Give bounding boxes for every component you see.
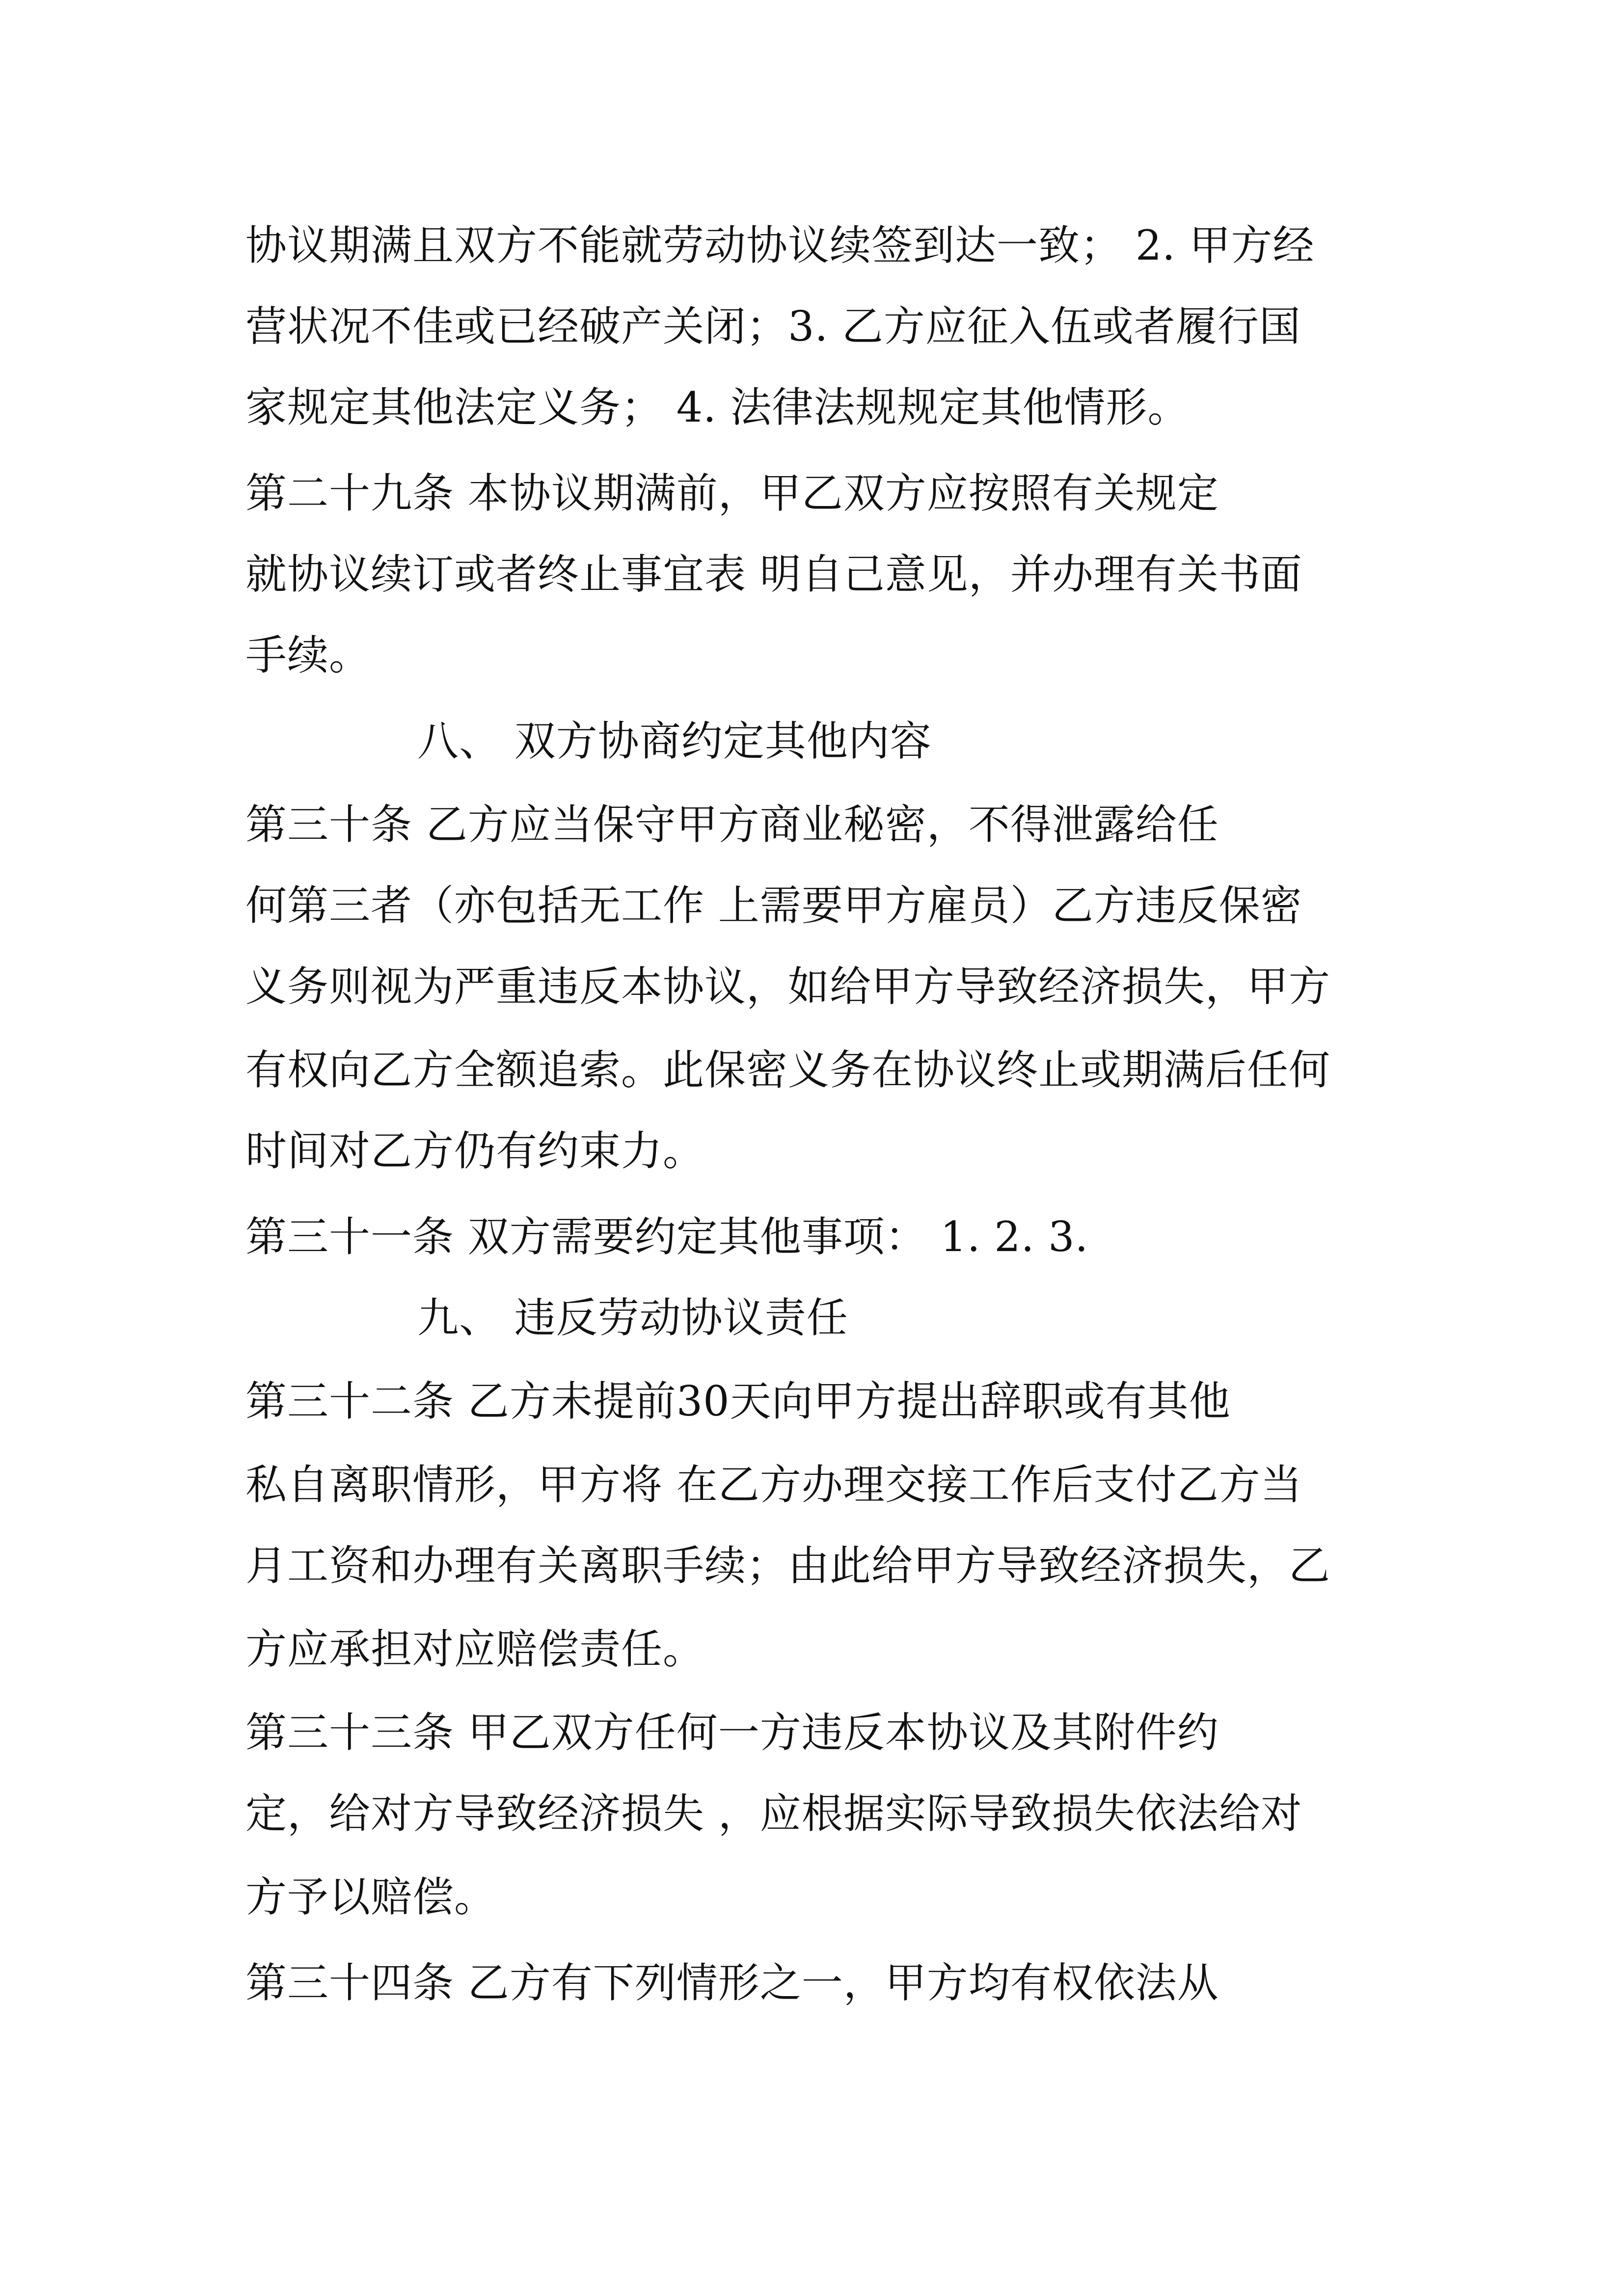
text-line: 第三十条 乙方应当保守甲方商业秘密，不得泄露给任 — [245, 801, 1219, 849]
text-line: 义务则视为严重违反本协议，如给甲方导致经济损失，甲方 — [245, 962, 1331, 1011]
text-line: 第三十二条 乙方未提前30天向甲方提出辞职或有其他 — [245, 1377, 1231, 1425]
text-line: 第三十四条 乙方有下列情形之一，甲方均有权依法从 — [245, 1959, 1219, 2007]
text-line: 第三十三条 甲乙双方任何一方违反本协议及其附件约 — [245, 1709, 1219, 1757]
section-heading: 八、 双方协商约定其他内容 — [417, 717, 932, 765]
text-line: 营状况不佳或已经破产关闭；3. 乙方应征入伍或者履行国 — [245, 302, 1301, 350]
text-line: 手续。 — [245, 631, 371, 679]
text-line: 第二十九条 本协议期满前，甲乙双方应按照有关规定 — [245, 469, 1219, 517]
text-line: 家规定其他法定义务； 4. 法律法规规定其他情形。 — [245, 383, 1190, 431]
text-line: 方应承担对应赔偿责任。 — [245, 1625, 705, 1673]
text-line: 协议期满且双方不能就劳动协议续签到达一致； 2. 甲方经 — [245, 221, 1315, 269]
text-line: 何第三者（亦包括无工作 上需要甲方雇员）乙方违反保密 — [245, 881, 1302, 930]
text-line: 有权向乙方全额追索。此保密义务在协议终止或期满后任何 — [245, 1046, 1331, 1094]
text-line: 月工资和办理有关离职手续；由此给甲方导致经济损失，乙 — [245, 1542, 1331, 1590]
text-line: 时间对乙方仍有约束力。 — [245, 1127, 705, 1175]
section-heading: 九、 违反劳动协议责任 — [417, 1294, 848, 1342]
text-line: 定，给对方导致经济损失 ，应根据实际导致损失依法给对 — [245, 1789, 1302, 1838]
text-line: 就协议续订或者终止事宜表 明自己意见，并办理有关书面 — [245, 550, 1302, 598]
text-line: 第三十一条 双方需要约定其他事项： 1. 2. 3. — [245, 1213, 1089, 1261]
text-line: 私自离职情形，甲方将 在乙方办理交接工作后支付乙方当 — [245, 1461, 1302, 1509]
text-line: 方予以赔偿。 — [245, 1873, 496, 1921]
